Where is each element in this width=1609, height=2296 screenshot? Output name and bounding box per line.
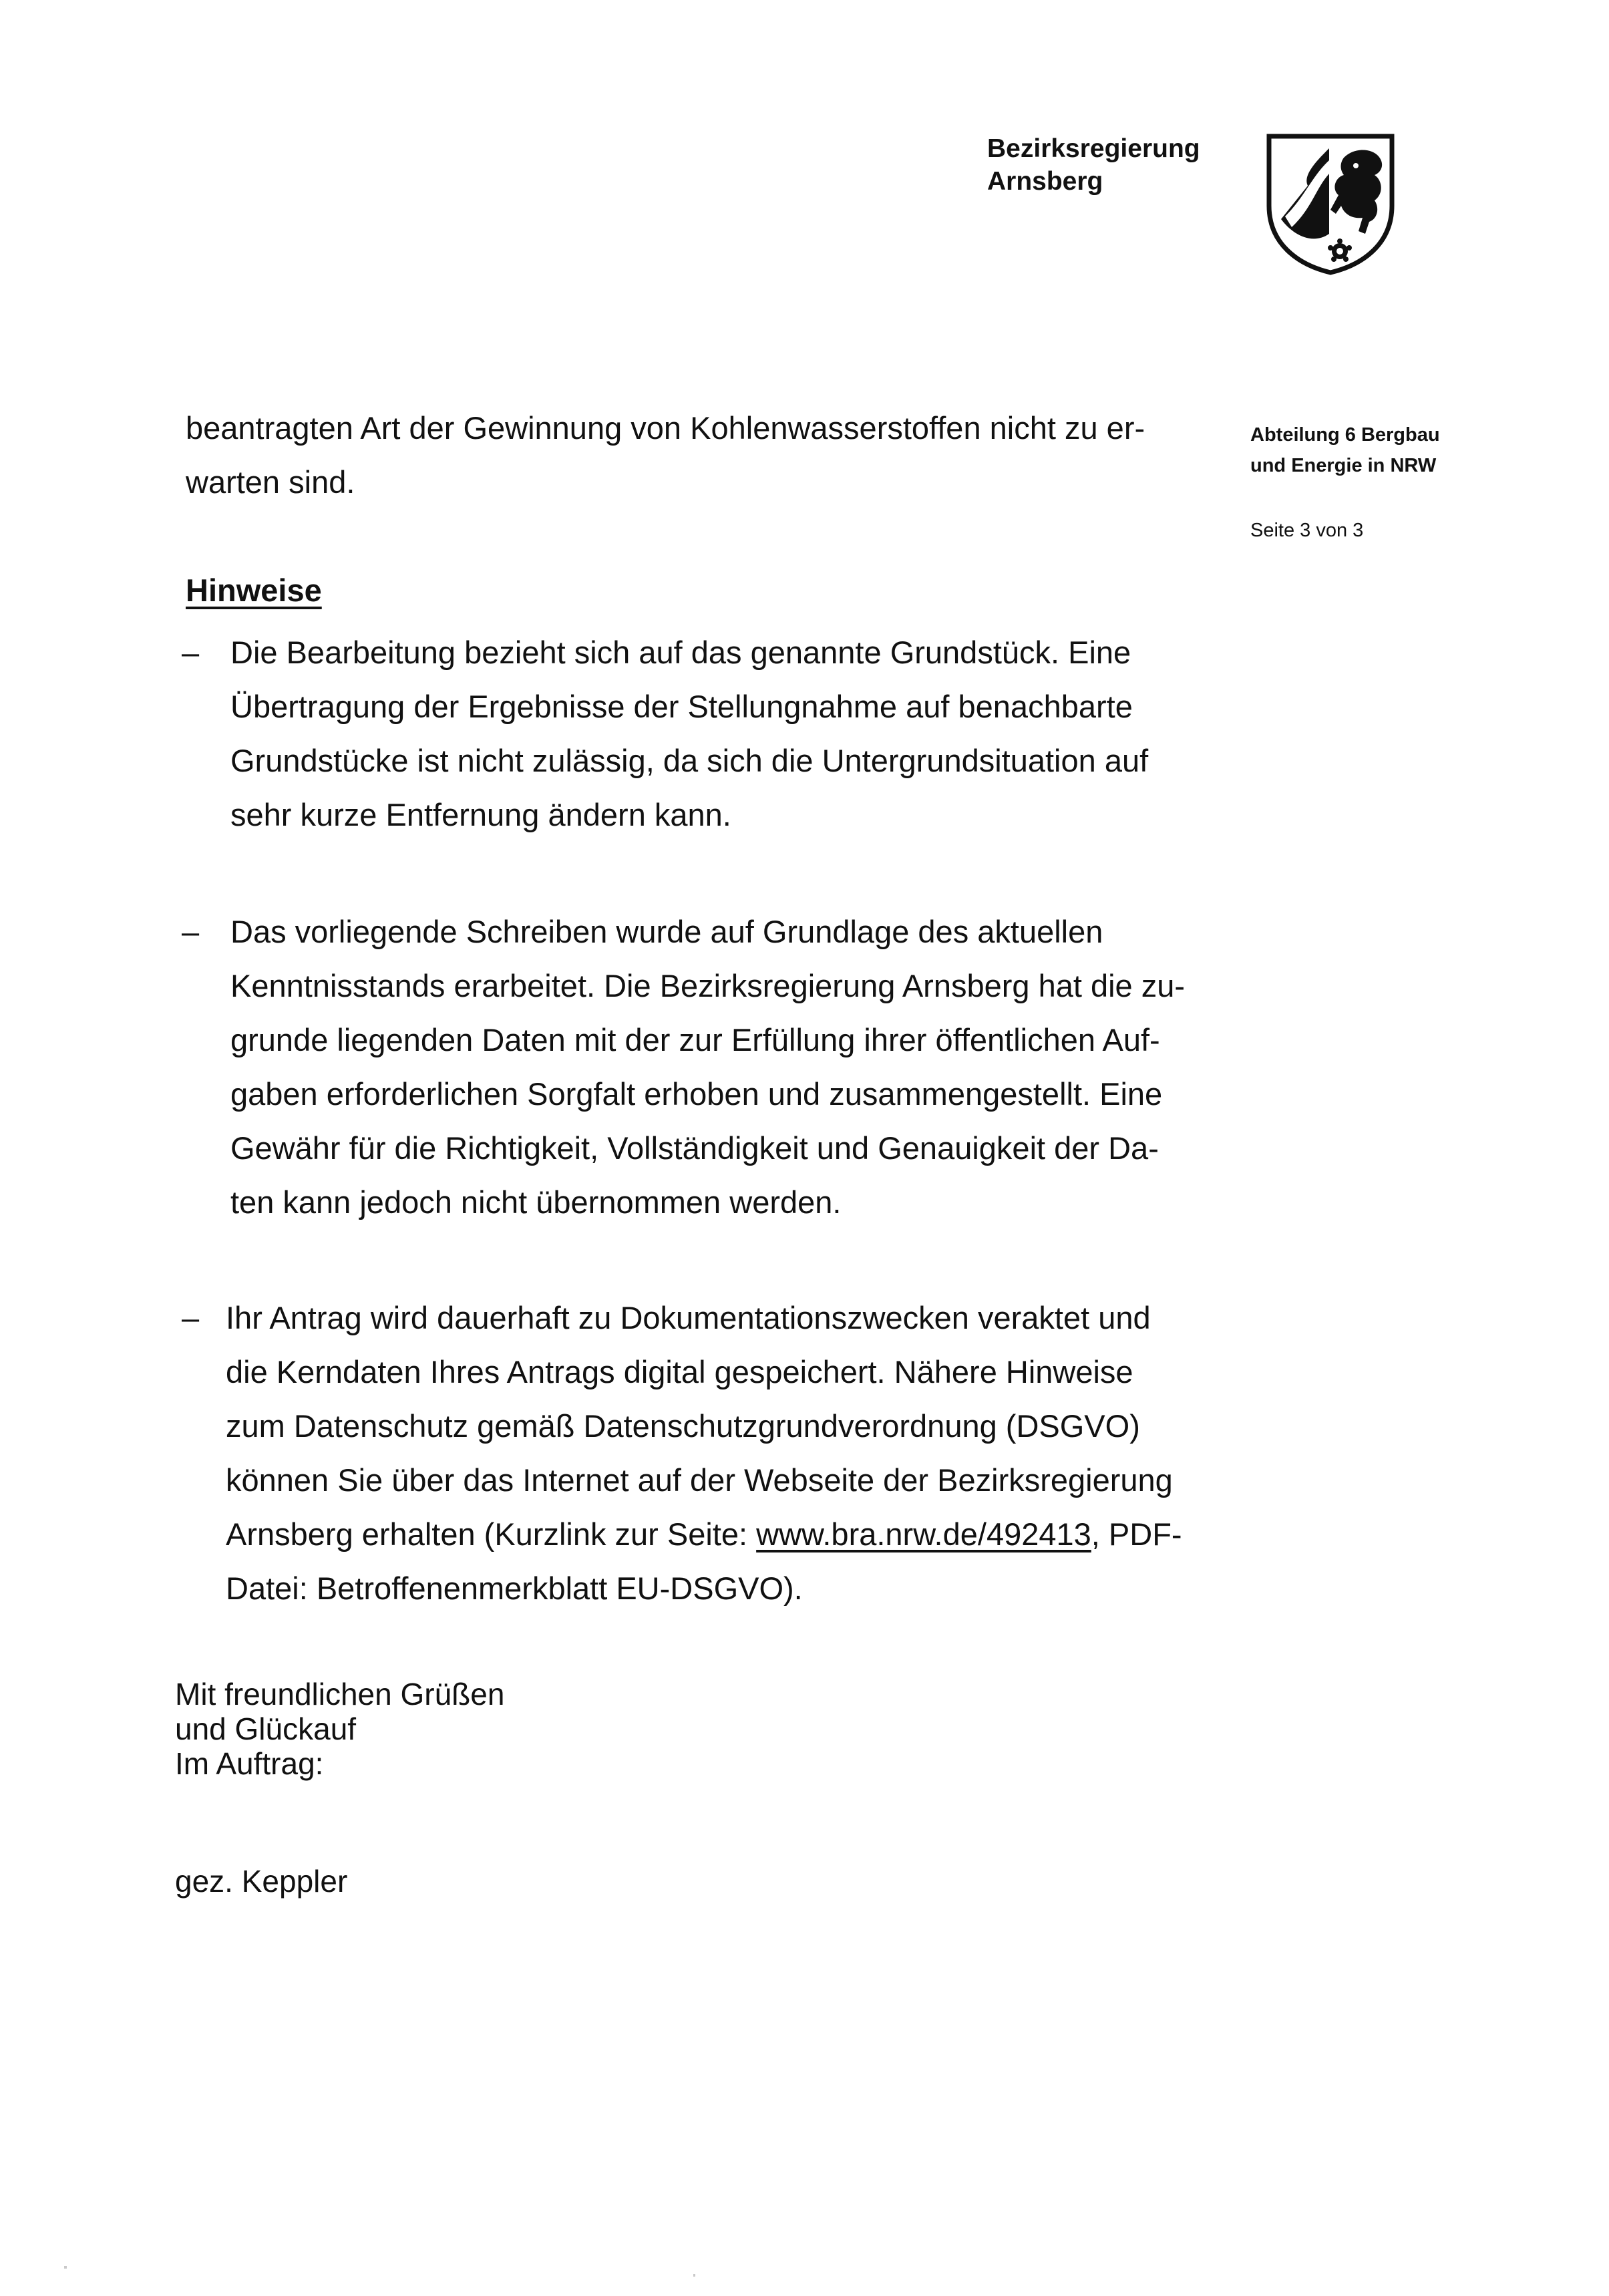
item-line: Gewähr für die Richtigkeit, Vollständigkeit und Genauigkeit der Da-	[230, 1130, 1159, 1166]
lead-paragraph	[186, 401, 1228, 509]
item-line: ten kann jedoch nicht übernommen werden.	[230, 1184, 842, 1220]
closing-on-behalf: Im Auftrag:	[175, 1746, 324, 1781]
item-line: Datei: Betroffenenmerkblatt EU-DSGVO).	[226, 1571, 803, 1606]
department-label	[1250, 420, 1440, 481]
nrw-coat-of-arms-icon	[1265, 134, 1396, 275]
closing-block	[175, 1677, 504, 1781]
lead-line: warten sind.	[186, 464, 355, 500]
item-line: die Kerndaten Ihres Antrags digital gespeichert. Nähere Hinweise	[226, 1354, 1133, 1389]
list-item	[230, 905, 1185, 1229]
closing-greeting: Mit freundlichen Grüßen	[175, 1677, 505, 1711]
page-number: Seite 3 von 3	[1250, 520, 1364, 541]
item-line: können Sie über das Internet auf der Webseite der Bezirksregierung	[226, 1462, 1173, 1498]
item-line: sehr kurze Entfernung ändern kann.	[230, 797, 731, 832]
bullet-dash: –	[182, 635, 200, 670]
item-line: Kenntnisstands erarbeitet. Die Bezirksregierung Arnsberg hat die zu-	[230, 968, 1186, 1003]
item-line: Die Bearbeitung bezieht sich auf das genannte Grundstück. Eine	[230, 635, 1131, 670]
item-line: grunde liegenden Daten mit der zur Erfüllung ihrer öffentlichen Auf-	[230, 1022, 1160, 1057]
bullet-dash: –	[182, 1300, 200, 1335]
department-line2: und Energie in NRW	[1250, 455, 1437, 476]
shortlink[interactable]: www.bra.nrw.de/492413	[756, 1516, 1091, 1552]
list-item	[230, 625, 1148, 842]
scan-speck	[64, 2266, 67, 2269]
item-line: Das vorliegende Schreiben wurde auf Grundlage des aktuellen	[230, 914, 1103, 949]
closing-greeting-2: und Glückauf	[175, 1711, 357, 1746]
department-line1: Abteilung 6 Bergbau	[1250, 424, 1440, 446]
link-line-after: , PDF-	[1091, 1516, 1182, 1552]
authority-name-line1: Bezirksregierung	[987, 134, 1200, 163]
item-line	[226, 1507, 1182, 1561]
item-line: gaben erforderlichen Sorgfalt erhoben und zusammengestellt. Eine	[230, 1076, 1163, 1112]
item-line: Übertragung der Ergebnisse der Stellungnahme auf benachbarte	[230, 689, 1133, 724]
authority-name-line2: Arnsberg	[987, 167, 1103, 196]
bullet-dash: –	[182, 914, 200, 949]
signature: gez. Keppler	[175, 1864, 348, 1899]
item-line: zum Datenschutz gemäß Datenschutzgrundverordnung (DSGVO)	[226, 1408, 1140, 1444]
link-line-before: Arnsberg erhalten (Kurzlink zur Seite:	[226, 1516, 757, 1552]
item-line: Ihr Antrag wird dauerhaft zu Dokumentationszwecken veraktet und	[226, 1300, 1151, 1335]
item-line: Grundstücke ist nicht zulässig, da sich die Untergrundsituation auf	[230, 743, 1149, 778]
list-item	[226, 1291, 1182, 1615]
scan-speck	[693, 2274, 695, 2277]
section-heading: Hinweise	[186, 572, 322, 608]
lead-line: beantragten Art der Gewinnung von Kohlenwasserstoffen nicht zu er-	[186, 410, 1145, 446]
authority-name	[987, 132, 1200, 198]
